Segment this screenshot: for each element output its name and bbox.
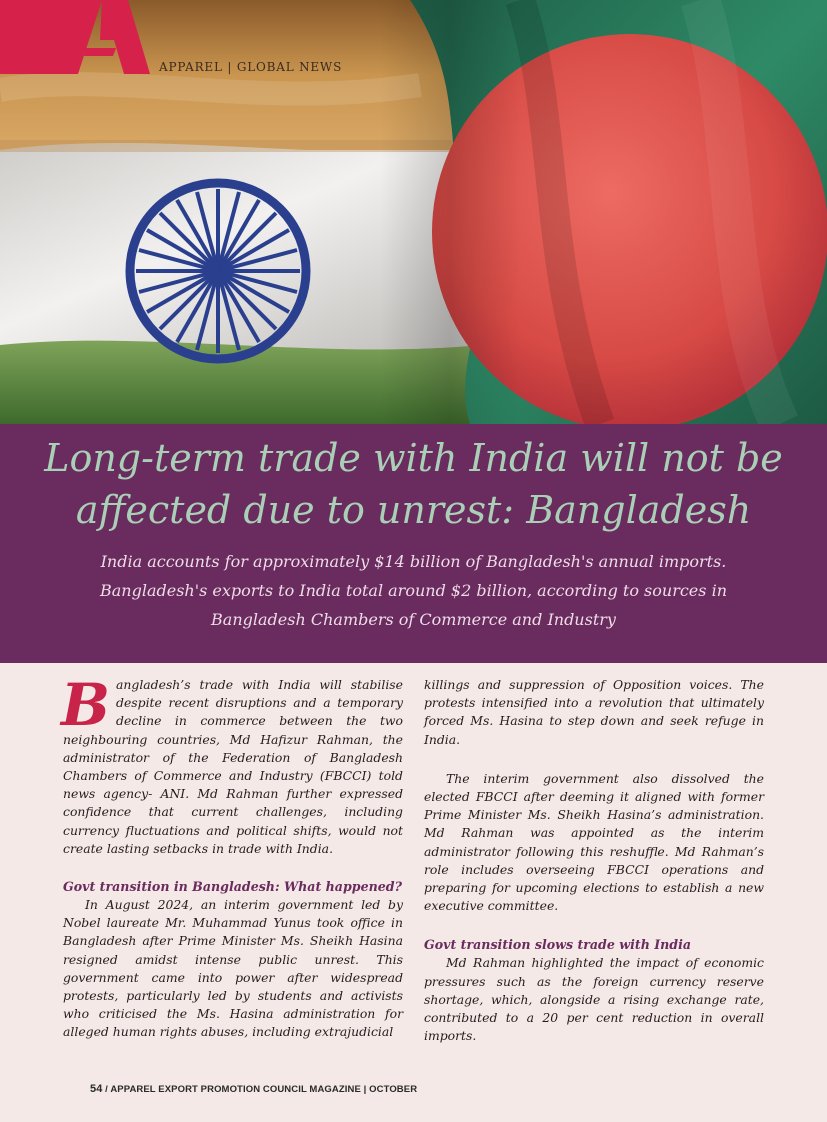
paragraph-august-2024: In August 2024, an interim government led by Nobel laureate Mr. Muhammad Yunus took office in Bangladesh after Prime Minister Ms. Sheikh Hasina resigned amidst intense public unrest. This government came into power after widespread protests, particularly led by students and activists who criticised the Ms. Hasina administration for alleged human rights abuses, including extrajudicial xyxy=(63,897,403,1040)
article-column-right xyxy=(424,676,764,1045)
hero-image xyxy=(0,0,827,424)
subhead-trade-slows: Govt transition slows trade with India xyxy=(424,937,692,953)
footer-separator: / xyxy=(102,1084,111,1095)
article-column-left xyxy=(61,671,403,1042)
intro-text: angladesh’s trade with India will stabilise despite recent disruptions and a temporary decline in commerce between the two neighbouring countries, Md Hafizur Rahman, the administrator of the Federation of Bangladesh Chambers of Commerce and Industry (FBCCI) told news agency- ANI. Md Rahman further expressed confidence that current challenges, including currency fluctuations and political shifts, would not create lasting setbacks in trade with India. xyxy=(63,677,403,856)
apparel-logo xyxy=(0,0,150,74)
intro-paragraph xyxy=(61,671,403,858)
publication-name: APPAREL EXPORT PROMOTION COUNCIL MAGAZINE | OCTOBER xyxy=(110,1084,418,1095)
page-number: 54 xyxy=(90,1083,103,1095)
article-standfirst: India accounts for approximately $14 billion of Bangladesh's annual imports. Bangladesh's exports to India total around $2 billion, according to sources in Bangladesh Chambers of Commerce and Industry xyxy=(99,552,727,629)
paragraph-continued: killings and suppression of Opposition voices. The protests intensified into a revolution that ultimately forced Ms. Hasina to step down and seek refuge in India. xyxy=(424,677,764,747)
paragraph-fbcci-dissolved: The interim government also dissolved the elected FBCCI after deeming it aligned with former Prime Minister Ms. Sheikh Hasina’s administration. Md Rahman was appointed as the interim administrator following this reshuffle. Md Rahman’s role includes overseeing FBCCI operations and preparing for upcoming elections to establish a new executive committee. xyxy=(424,770,764,914)
title-band xyxy=(0,424,827,663)
subhead-govt-transition: Govt transition in Bangladesh: What happened? xyxy=(63,879,402,895)
paragraph-economic-pressures: Md Rahman highlighted the impact of economic pressures such as the foreign currency reserve shortage, which, alongside a rising exchange rate, contributed to a 20 per cent reduction in overall imports. xyxy=(424,955,764,1044)
article-headline: Long-term trade with India will not be affected due to unrest: Bangladesh xyxy=(44,436,783,532)
ashoka-chakra-icon xyxy=(130,183,306,359)
section-label: APPAREL | GLOBAL NEWS xyxy=(159,60,343,74)
page-footer xyxy=(90,1083,417,1095)
drop-cap: B xyxy=(61,671,111,739)
